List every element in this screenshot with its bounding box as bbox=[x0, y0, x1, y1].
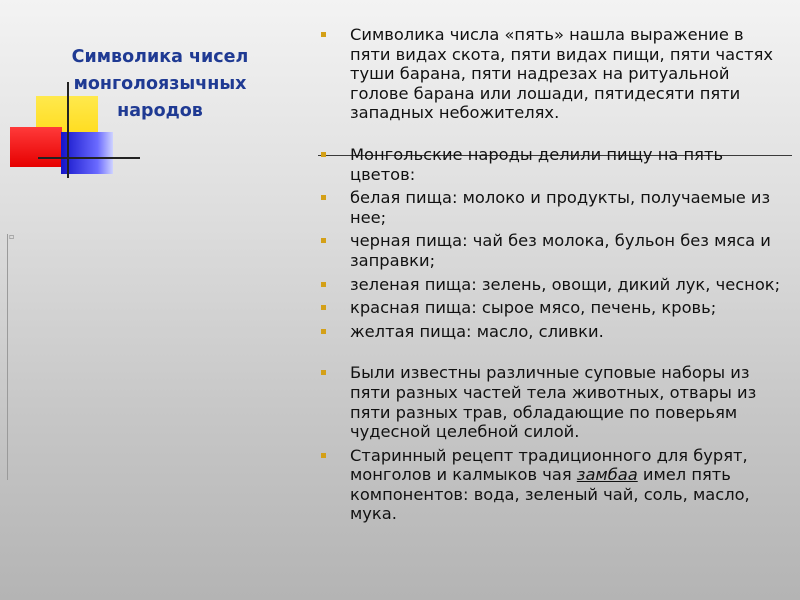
bullet-list bbox=[316, 25, 786, 524]
bullet-icon bbox=[321, 282, 326, 287]
recipe-text-before: Старинный рецепт традиционного для бурят, монголов и калмыков чая bbox=[350, 445, 748, 485]
bullet-icon bbox=[321, 305, 326, 310]
bullet-item bbox=[316, 25, 786, 123]
small-mark-decoration: ▫ bbox=[9, 232, 15, 241]
bullet-icon bbox=[321, 453, 326, 458]
bullet-item bbox=[316, 231, 786, 270]
bullet-text: Символика числа «пять» нашла выражение в пяти видах скота, пяти видах пищи, пяти частях туши барана, пяти надрезах на ритуальной голове барана или лошади, пятидесяти пяти западных небожителях. bbox=[350, 25, 773, 123]
bullet-item bbox=[316, 188, 786, 227]
bullet-icon bbox=[321, 329, 326, 334]
bullet-text: черная пища: чай без молока, бульон без мяса и заправки; bbox=[350, 231, 771, 270]
bullet-item bbox=[316, 322, 786, 342]
bullet-text bbox=[350, 446, 750, 524]
bullet-text: Монгольские народы делили пищу на пять цветов: bbox=[350, 144, 724, 184]
left-thin-line-decoration bbox=[7, 234, 8, 480]
recipe-text-after: имел пять компонентов: вода, зеленый чай, соль, масло, мука. bbox=[350, 465, 750, 524]
bullet-item bbox=[316, 363, 786, 441]
bullet-icon bbox=[321, 238, 326, 243]
bullet-icon bbox=[321, 32, 326, 37]
bullet-item bbox=[316, 145, 786, 184]
bullet-icon bbox=[321, 195, 326, 200]
bullet-item bbox=[316, 275, 786, 295]
bullet-icon bbox=[321, 370, 326, 375]
red-square-decoration bbox=[10, 127, 62, 167]
bullet-item bbox=[316, 298, 786, 318]
bullet-text: белая пища: молоко и продукты, получаемые из нее; bbox=[350, 188, 771, 227]
bullet-text: красная пища: сырое мясо, печень, кровь; bbox=[350, 298, 717, 318]
bullet-item bbox=[316, 446, 786, 524]
bullet-icon bbox=[321, 152, 326, 157]
horizontal-line-decoration bbox=[38, 157, 140, 159]
bullet-text: зеленая пища: зелень, овощи, дикий лук, чеснок; bbox=[350, 274, 781, 294]
bullet-text: Были известны различные суповые наборы из пяти разных частей тела животных, отвары из пяти разных трав, обладающие по поверьям чудесной целебной силой. bbox=[350, 363, 757, 442]
slide-title: Символика чисел монголоязычных народов bbox=[71, 47, 249, 121]
bullet-text: желтая пища: масло, сливки. bbox=[350, 321, 604, 341]
zambaa-term: замбаа bbox=[576, 465, 638, 485]
